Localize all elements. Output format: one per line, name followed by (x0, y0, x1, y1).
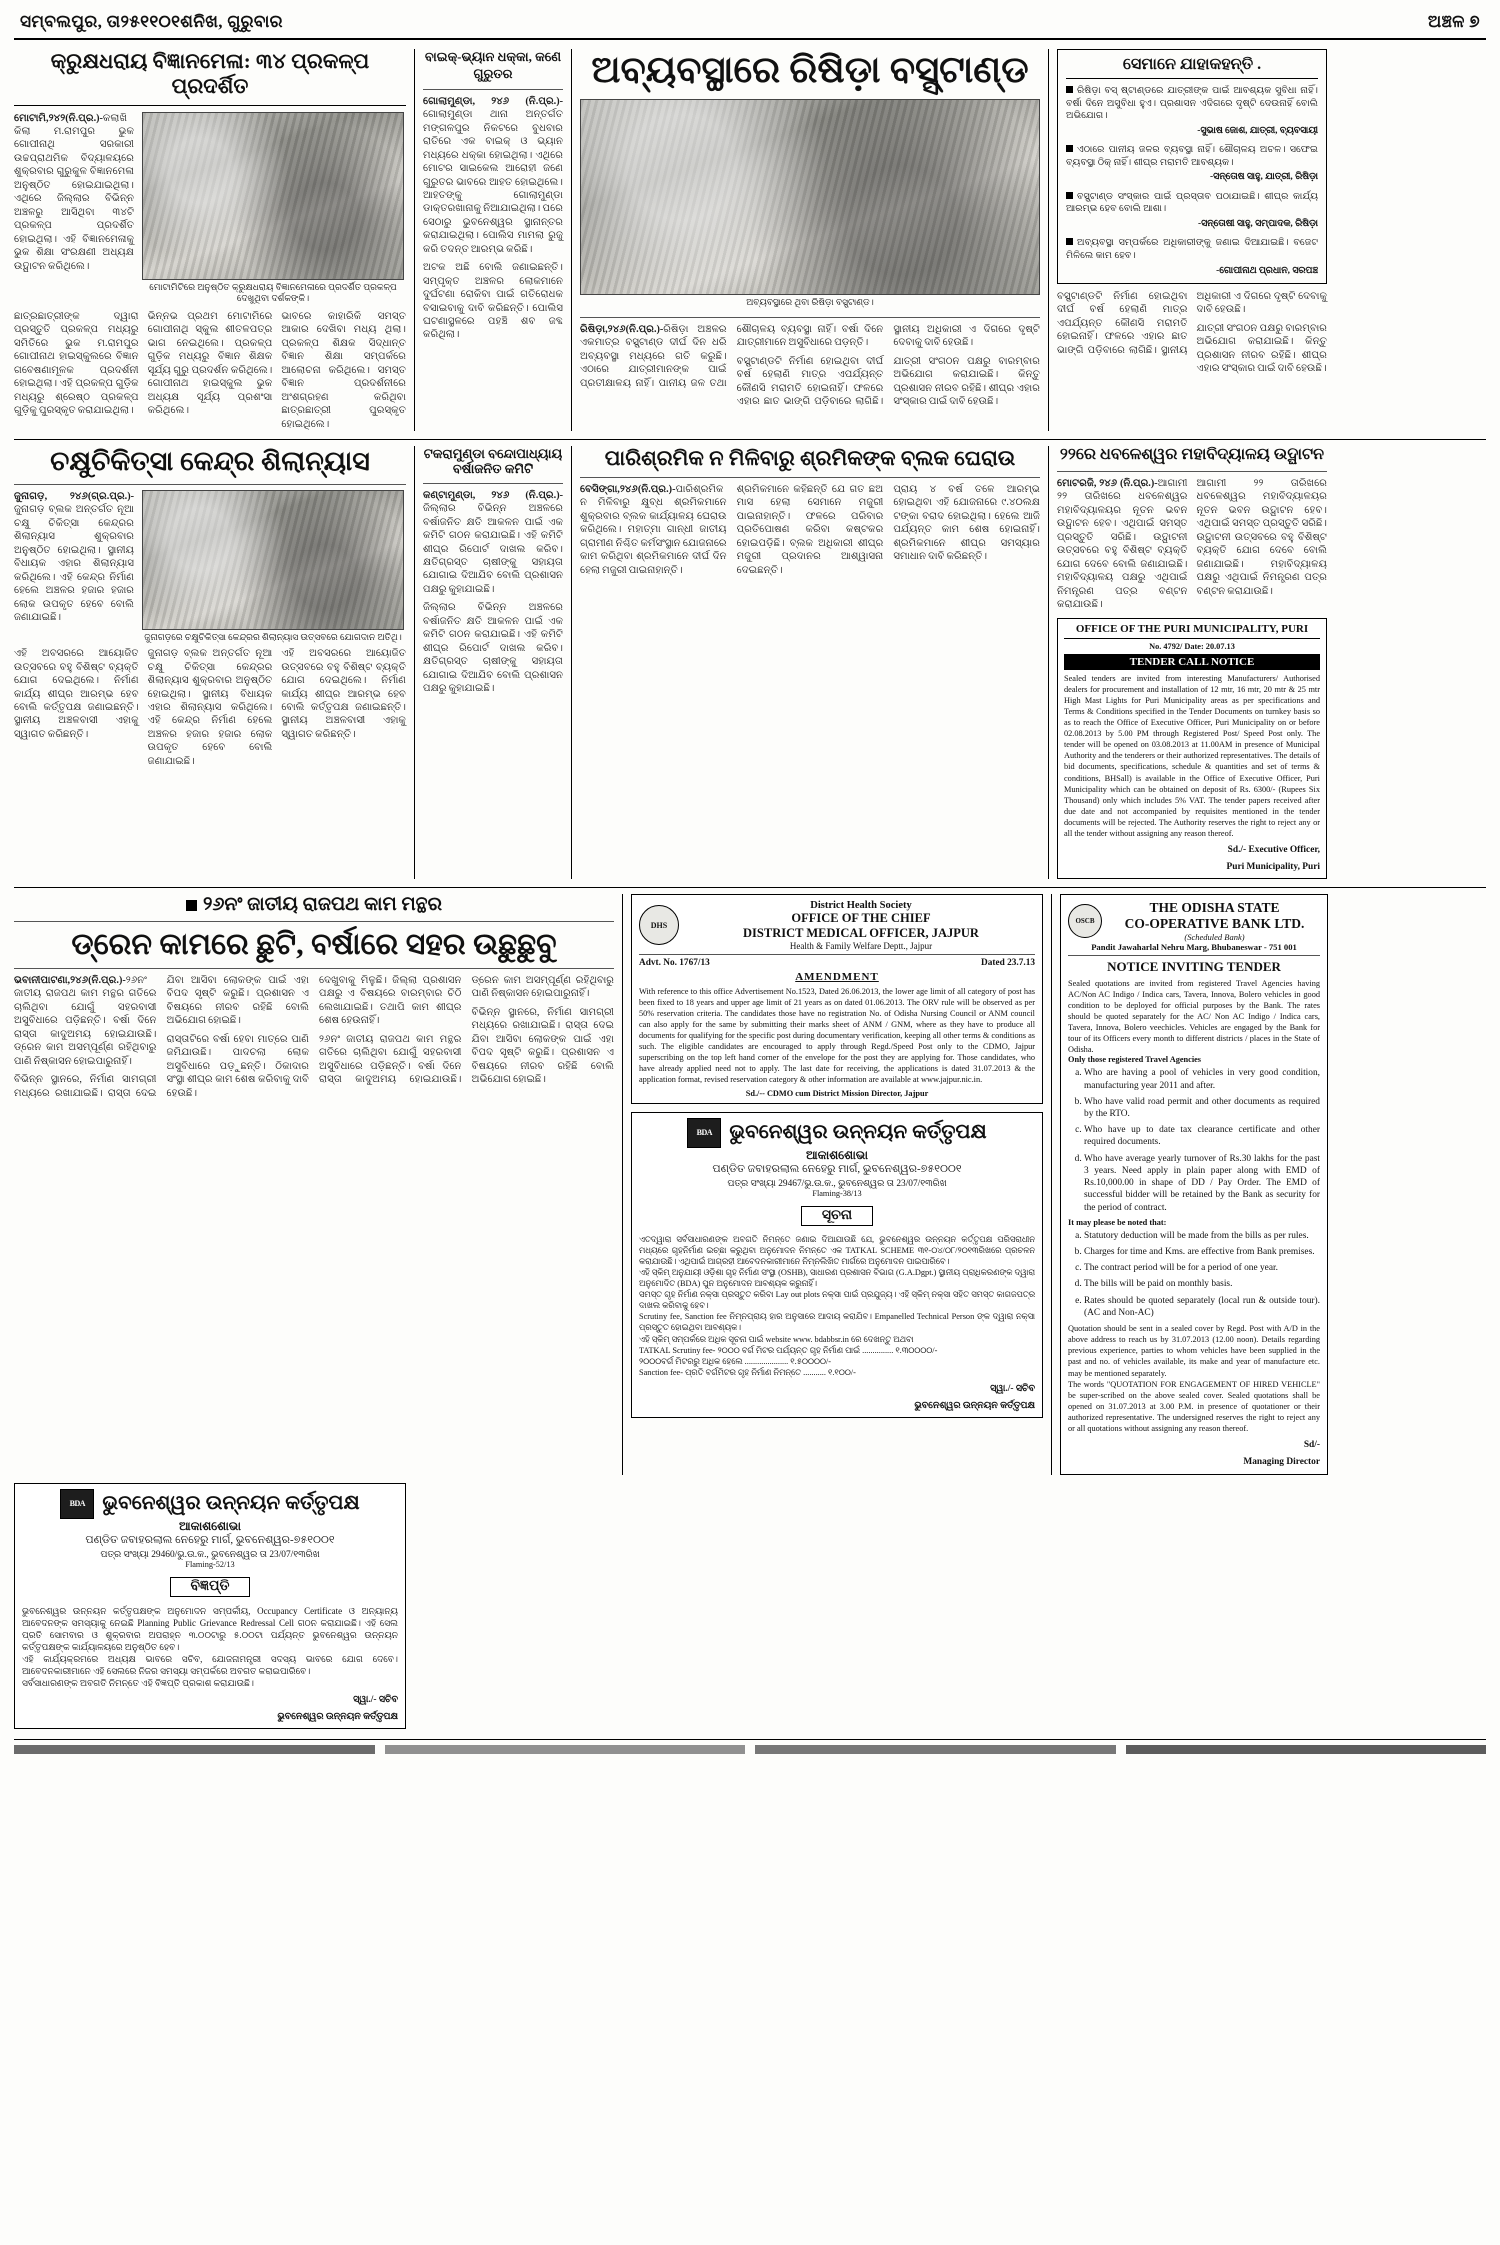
opinion-author: -ସନ୍ତୋଷ ସାହୁ, ଯାତ୍ରୀ, ରିଷିଡ଼ା (1210, 172, 1318, 183)
column-divider (1048, 446, 1049, 878)
opinion-panel (1057, 49, 1327, 431)
bank-foot2: The words "QUOTATION FOR ENGAGEMENT OF HIRED VEHICLE" be super-scribed on the above sealed cover. Sealed quotations shall be opened on 31.07.2013 at 3.00 P.M. in presence of quotationer or their authorized representative. The undersigned reserves the right to reject any or all quotations without assigning any reason thereof. (1068, 1379, 1320, 1434)
eye-hospital-headline: ଚକ୍ଷୁଚିକିତ୍ସା କେନ୍ଦ୍ର ଶିଲାନ୍ୟାସ (50, 446, 370, 477)
list-item: a. Who are having a pool of vehicles in very good condition, manufacturing year 2011 and after. (1084, 1067, 1320, 1091)
ad-odisha-bank (1060, 894, 1328, 1475)
bank-name1: THE ODISHA STATE (1149, 899, 1280, 915)
science-fair-photo (142, 112, 404, 280)
highway-dateline: ଭବାନୀପାଟଣା,୨୪୬(ନି.ପ୍ର.)- (14, 974, 126, 986)
bda-logo-icon: BDA (60, 1489, 94, 1519)
ad-district-health-society (631, 894, 1043, 1104)
list-item: c. Who have up to date tax clearance certificate and other required documents. (1084, 1124, 1320, 1148)
puri-title: OFFICE OF THE PURI MUNICIPALITY, PURI (1064, 623, 1320, 639)
opinion-item (1066, 144, 1318, 184)
bank-body: Sealed quotations are invited from registered Travel Agencies having AC/Non AC Indigo / Indica cars, Tavera, Innova, Bolero vehicles in good condition to be deployed for official purposes by the Bank. The rates should be quoted separately for the AC/ Non AC Indigo / Indica cars, Tavera, Innova, Bolero veechicles. Vehicles are engaged by the Bank for tour of its Officers every month to different districts / places in the State of Odisha. (1068, 978, 1320, 1055)
highway-c5: ୨୬ନଂ ଜାତୀୟ ରାଜପଥ କାମ ମନ୍ଥର ଗତିରେ ଚାଲିଥିବା ଯୋଗୁଁ ସହରବାସୀ ଅସୁବିଧାରେ ପଡ଼ିଛନ୍ତି। ବର୍ଷା ଦିନେ ରାସ୍ତା କାଦୁଅମୟ ହୋଇଯାଉଛି। ଡ୍ରେନ କାମ ଅସମ୍ପୂର୍ଣ୍ଣ ରହିଥିବାରୁ ପାଣି ନିଷ୍କାସନ ହୋଇପାରୁନାହିଁ। (319, 974, 614, 1086)
puri-no: No. 4792/ Date: 20.07.13 (1149, 641, 1235, 651)
science-fair-tail-left: ଭିନ୍ନଭ ପ୍ରଥମ ମୋଟାମିରେ ଗୋପୀନାଥି ସ୍କୁଲ ଶୀତଳପତ୍ର ଭାଗ ନେଇଥିଲେ। ପ୍ରକଳ୍ପ ଗୁଡ଼ିକ ମଧ୍ୟରୁ ବିଜ୍ଞାନ ଶିକ୍ଷକ ସୂର୍ଯ୍ୟ ଗୁରୁ ପ୍ରଦର୍ଶନ କରିଥିଲେ। ଗୋପୀନାଥ ହାଇସ୍କୁଲ ଭୁକ ଅଧ୍ୟକ୍ଷ ସୂର୍ଯ୍ୟ ପ୍ରଶଂସା କରିଥିଲେ। (147, 311, 273, 417)
bda1-sign2: ଭୁବନେଶ୍ୱର ଉନ୍ନୟନ କର୍ତ୍ତୃପକ୍ଷ (914, 1401, 1035, 1412)
list-item: d. The bills will be paid on monthly basis. (1084, 1278, 1320, 1290)
govt-emblem-icon: DHS (639, 905, 679, 945)
bus-stand-caption: ଅବ୍ୟବସ୍ଥାରେ ଥିବା ରିଷିଡ଼ା ବସ୍ସ୍ଟାଣ୍ଡ। (746, 296, 874, 307)
puri-sign2: Puri Municipality, Puri (1226, 862, 1320, 873)
bda1-addr: ପଣ୍ଡିତ ଜବାହରଲାଲ ନେହେରୁ ମାର୍ଗ, ଭୁବନେଶ୍ୱର-୭୫୧୦୦୧ (712, 1162, 962, 1175)
bda1-fee3: Sanction fee- ପ୍ରତି ବର୍ଗମିଟର ଗୃହ ନିର୍ମାଣ ନିମନ୍ତେ ........... ୧.୧୦୦/- (639, 1367, 856, 1377)
article-labour-protest (580, 446, 1040, 878)
column-divider (622, 894, 623, 1475)
right-rail-upper (1057, 446, 1327, 878)
labour-protest-headline: ପାରିଶ୍ରମିକ ନ ମିଳିବାରୁ ଶ୍ରମିକଙ୍କ ବ୍ଲକ ଘେରାଉ (604, 446, 1016, 471)
labour-protest-col3: ପ୍ରାୟ ୪ ବର୍ଷ ତଳେ ଆରମ୍ଭ ହୋଇଥିବା ଏହି ଯୋଜନାରେ ୯.୪୦ଲକ୍ଷ ଟଙ୍କା ବରାଦ ହୋଇଥିଲା। ହେଲେ ଆଜି ପର୍ଯ୍ୟନ୍ତ କାମ ଶେଷ ହୋଇନାହିଁ। ଶ୍ରମିକମାନେ ଶୀଘ୍ର ସମସ୍ୟାର ସମାଧାନ ଦାବି କରିଛନ୍ତି। (893, 483, 1040, 563)
puri-sign1: Sd./- Executive Officer, (1227, 845, 1320, 856)
bda-logo-icon: BDA (687, 1118, 721, 1148)
opinion-author: -ସନ୍ତୋଷୀ ସାହୁ, ସମ୍ପାଦକ, ରିଷିଡ଼ା (1198, 219, 1318, 229)
bottom-band (14, 1483, 1486, 1730)
bank-addr: Pandit Jawaharlal Nehru Marg, Bhubaneswar - 751 001 (1091, 941, 1297, 952)
opinion-extra-1: ବସ୍ସ୍ଟାଣ୍ଡଟି ନିର୍ମାଣ ହୋଇଥିବା ଦୀର୍ଘ ବର୍ଷ ହେଲାଣି ମାତ୍ର ଏପର୍ଯ୍ୟନ୍ତ କୌଣସି ମରାମତି ହୋଇନାହିଁ। ଫଳରେ ଏହାର ଛାତ ଭାଙ୍ଗି ପଡ଼ିବାରେ ଲାଗିଛି। ସ୍ଥାନୀୟ ଅଧିକାରୀ ଏ ଦିଗରେ ଦୃଷ୍ଟି ଦେବାକୁ ଦାବି ହେଉଛି। (1057, 290, 1327, 356)
article-bus-accident (423, 49, 563, 431)
ad-bda-bijnapti (14, 1483, 406, 1730)
highway-c4: ଦେଖୁବାକୁ ମିଳୁଛି। ଜିଲ୍ଲା ପ୍ରଶାସନ ପକ୍ଷରୁ ଏ ବିଷୟରେ ବାରମ୍ବାର ଚିଠି ଲେଖାଯାଇଛି। ତଥାପି କାମ ଶୀଘ୍ର ଶେଷ ହେଉନାହିଁ। (319, 974, 462, 1027)
bda1-website: ଏହି ସ୍କିମ୍ ସମ୍ପର୍କରେ ଅଧିକ ସୂଚନା ପାଇଁ website www. bdabbsr.in ରେ ଦେଖନ୍ତୁ ଅଥବା (639, 1334, 914, 1344)
bda2-body2: ଏହି କାର୍ଯ୍ୟକ୍ରମରେ ଅଧ୍ୟକ୍ଷ ଭାବରେ ସଚିବ, ଯୋଜନାମନ୍ତ୍ରୀ ସଦସ୍ୟ ଭାବରେ ଯୋଗ ଦେବେ। ଆବେଦନକାରୀମାନେ ଏହି ସେଲରେ ନିଜର ସମସ୍ୟା ସମ୍ପର୍କରେ ଅବଗତ କରାଇପାରିବେ। (22, 1653, 398, 1676)
puri-body: Sealed tenders are invited from interesting Manufacturers/ Authorised dealers for procurement and installation of 12 mtr, 16 mtr, 20 mtr & 25 mtr High Mast Lights for Puri Municipality areas as per specifications and Terms & Conditions specified in the Tender Documents on turnkey basis so as to reach the Office of Executive Officer, Puri Municipality on or before 02.08.2013 by 5.00 PM through Registered Post/ Speed Post only. The tender will be opened on 03.08.2013 at 11.00AM in presence of Municipal Authority and the tenderers or their authorized representatives. The details of bid documents, specifications, schedule & quantities and set of terms & conditions, BHSall) is available in the Office of Executive Officer, Puri Municipality which can be obtained on deposit of Rs. 6300/- (Rupees Six Thousand) only which includes 5% VAT. The tender papers received after due date and not accompanied by requisites mentioned in the tender documents will be rejected. The Authority reserves the right to reject any or all the tender without assigning any reason thereof. (1064, 673, 1320, 839)
dhs-org3: DISTRICT MEDICAL OFFICER, JAJPUR (743, 925, 979, 940)
dhs-date: Dated 23.7.13 (981, 957, 1035, 968)
science-fair-body1: କଲାଖି କିଲା ମ.ରାମପୁର ଭୁକ ଗୋପୀନାଥି ସରକାରୀ ଉଚ୍ଚପ୍ରାଥମିକ ବିଦ୍ୟାଳୟରେ ଶୁକ୍ରବାର ଗୁରୁକୁଳ ବିଜ୍ଞାନମେଳା ଅନୁଷ୍ଠିତ ହୋଇଯାଇଥିଲା। ଏଥିରେ ଜିଲ୍ଲାର ବିଭିନ୍ନ ଅଞ୍ଚଳରୁ ଆସିଥିବା ୩୪ଟି ପ୍ରକଳ୍ପ ପ୍ରଦର୍ଶିତ ହୋଇଥିଲା। ଏହି ବିଜ୍ଞାନମେଳାକୁ ଭୁକ ଶିକ୍ଷା ସଂରକ୍ଷଣୀ ଅଧ୍ୟକ୍ଷ ଉଦ୍ଘାଟନ କରିଥିଲେ। (14, 112, 134, 272)
dhs-org2: OFFICE OF THE CHIEF (791, 910, 931, 925)
bda1-fee2: ୨୦୦୦ବର୍ଗ ମିଟରରୁ ଅଧିକ ହେଲେ ..................... ୧.୫୦୦୦୦/- (639, 1356, 831, 1366)
opinion-text: ଅବ୍ୟବସ୍ଥା ସମ୍ପର୍କରେ ଅଧିକାରୀଙ୍କୁ ଜଣାଇ ଦିଆଯାଇଛି। ବଜେଟ ମିଳିଲେ କାମ ହେବ। (1066, 237, 1318, 261)
eye-hospital-body: ଜୁନାଗଡ଼ ବ୍ଲକ ଅନ୍ତର୍ଗତ ନୂଆ ଚକ୍ଷୁ ଚିକିତ୍ସା କେନ୍ଦ୍ରର ଶିଲାନ୍ୟାସ ଶୁକ୍ରବାର ଅନୁଷ୍ଠିତ ହୋଇଥିଲା। ସ୍ଥାନୀୟ ବିଧାୟକ ଏହାର ଶିଲାନ୍ୟାସ କରିଥିଲେ। ଏହି କେନ୍ଦ୍ର ନିର୍ମାଣ ହେଲେ ଅଞ୍ଚଳର ହଜାର ହଜାର ଲୋକ ଉପକୃତ ହେବେ ବୋଲି ଜଣାଯାଇଛି। (14, 504, 134, 624)
highway-c2: ବିଭିନ୍ନ ସ୍ଥାନରେ, ନିର୍ମାଣ ସାମଗ୍ରୀ ମଧ୍ୟରେ ରଖାଯାଇଛି। ରାସ୍ତା ଦେଇ ଯିବା ଆସିବା ଲୋକଙ୍କ ପାଇଁ ଏହା ବିପଦ ସୃଷ୍ଟି କରୁଛି। ପ୍ରଶାସନ ଏ ବିଷୟରେ ନୀରବ ରହିଛି ବୋଲି ଅଭିଯୋଗ ହୋଇଛି। (14, 974, 309, 1099)
third-band (14, 894, 1486, 1475)
bus-accident-body: ଗୋଲାମୁଣ୍ଡା ଥାନା ଅନ୍ତର୍ଗତ ମଙ୍ଗଳପୁର ନିକଟରେ ବୁଧବାର ରାତିରେ ଏକ ବାଇକ୍ ଓ ଭ୍ୟାନ ମଧ୍ୟରେ ଧକ୍କା ହୋଇଥିଲା। ଏଥିରେ ମୋଟର ସାଇକେଲ ଆରୋହୀ ଜଣେ ଗୁରୁତର ଭାବରେ ଆହତ ହୋଇଥିଲେ। ଆହତଙ୍କୁ ଗୋଲାମୁଣ୍ଡା ଡାକ୍ତରଖାନାକୁ ନିଆଯାଇଥିଲା। ପରେ ସେଠାରୁ ଭୁବନେଶ୍ୱର ସ୍ଥାନାନ୍ତର କରାଯାଇଥିଲା। ପୋଲିସ ମାମଲା ରୁଜୁ କରି ତଦନ୍ତ ଆରମ୍ଭ କରିଛି। (423, 109, 563, 255)
bank-sub2: It may please be noted that: (1068, 1217, 1167, 1227)
second-band (14, 446, 1486, 878)
highway-kicker-wrap (14, 894, 614, 916)
strip-block (385, 1745, 746, 1754)
masthead (14, 10, 1486, 40)
bank-name2: CO-OPERATIVE BANK LTD. (1124, 915, 1305, 931)
bda1-sub: ଆକାଶଶୋଭା (805, 1147, 868, 1162)
eye-hospital-tail3: ଏହି ଅବସରରେ ଆୟୋଜିତ ଉତ୍ସବରେ ବହୁ ବିଶିଷ୍ଟ ବ୍ୟକ୍ତି ଯୋଗ ଦେଇଥିଲେ। ନିର୍ମାଣ କାର୍ଯ୍ୟ ଶୀଘ୍ର ଆରମ୍ଭ ହେବ ବୋଲି କର୍ତ୍ତୃପକ୍ଷ ଜଣାଇଛନ୍ତି। ସ୍ଥାନୀୟ ଅଞ୍ଚଳବାସୀ ଏହାକୁ ସ୍ୱାଗତ କରିଛନ୍ତି। (281, 648, 406, 740)
column-divider (414, 446, 415, 878)
strip-block (14, 1745, 375, 1754)
oscb-logo-icon (1068, 904, 1102, 938)
masthead-section: ଅଞ୍ଚଳ ୭ (1427, 12, 1480, 31)
bottom-spacer (414, 1483, 1486, 1730)
bus-stand-dateline: ରିଷିଡ଼ା,୨୪୬(ନି.ପ୍ର.)- (580, 323, 664, 335)
bank-sign2: Managing Director (1243, 1457, 1320, 1468)
labour-protest-col1: ପାରିଶ୍ରମିକ ନ ମିଳିବାରୁ କ୍ଷୁବ୍ଧ ଶ୍ରମିକମାନେ ଶୁକ୍ରବାର ବ୍ଲକ କାର୍ଯ୍ୟାଳୟ ଘେରାଉ କରିଥିଲେ। ମହାତ୍ମା ଗାନ୍ଧୀ ଜାତୀୟ ଗ୍ରାମୀଣ ନିଶ୍ଚିତ କର୍ମସଂସ୍ଥାନ ଯୋଜନାରେ କାମ କରିଥିବା ଶ୍ରମିକମାନେ ଦୀର୍ଘ ଦିନ ହେଲା ମଜୁରୀ ପାଇନାହାନ୍ତି। (580, 483, 727, 576)
bank-foot1: Quotation should be sent in a sealed cover by Regd. Post with A/D in the above address to reach us by 31.07.2013 (12.00 noon). Details regarding previous experience, parties to whom vehicles have been supplied in the past and no. of vehicles available, its make and year of manufacture etc. may be mentioned separately. (1068, 1324, 1320, 1378)
labour-protest-col2: ଶ୍ରମିକମାନେ କହିଛନ୍ତି ଯେ ଗତ ଛଅ ମାସ ହେଲା ସେମାନେ ମଜୁରୀ ପାଇନାହାନ୍ତି। ଫଳରେ ପରିବାର ପ୍ରତିପୋଷଣ କରିବା କଷ୍ଟକର ହୋଇପଡ଼ିଛି। ବ୍ଲକ ଅଧିକାରୀ ଶୀଘ୍ର ମଜୁରୀ ପ୍ରଦାନର ଆଶ୍ୱାସନା ଦେଇଛନ୍ତି। (736, 483, 884, 576)
bda1-fee1: TATKAL Scrutiny fee- ୨୦୦୦ ବର୍ଗ ମିଟର ପର୍ଯ୍ୟନ୍ତ ଗୃହ ନିର୍ମାଣ ପାଇଁ ............... ୧.୩୦୦୦୦/- (639, 1345, 938, 1355)
list-item: d. Who have average yearly turnover of Rs.30 lakhs for the past 3 years. Need apply in plain paper along with EMD of Rs.10,000.00 in shape of DD / Pay Order. The EMD of successful bidder will be retained by the Bank as security for the period of contract. (1084, 1153, 1320, 1214)
bank-criteria-list (1084, 1067, 1320, 1213)
ad-puri-municipality (1057, 618, 1327, 879)
column-divider (571, 446, 572, 878)
bus-accident-body2: ଅଟକ ଅଛି ବୋଲି ଜଣାଇଛନ୍ତି। ସମ୍ପୃକ୍ତ ଅଞ୍ଚଳର ଲୋକମାନେ ଦୁର୍ଘଟଣା ରୋକିବା ପାଇଁ ଗତିରୋଧକ ବସାଇବାକୁ ଦାବି କରିଛନ୍ତି। ପୋଲିସ ଘଟଣାସ୍ଥଳରେ ପହଞ୍ଚି ଶବ ଜବ୍ଦ କରିଥିଲା। (423, 262, 563, 341)
bus-stand-col2: ବସ୍ସ୍ଟାଣ୍ଡଟି ନିର୍ମାଣ ହୋଇଥିବା ଦୀର୍ଘ ବର୍ଷ ହେଲାଣି ମାତ୍ର ଏପର୍ଯ୍ୟନ୍ତ କୌଣସି ମରାମତି ହୋଇନାହିଁ। ଫଳରେ ଏହାର ଛାତ ଭାଙ୍ଗି ପଡ଼ିବାରେ ଲାଗିଛି। ସ୍ଥାନୀୟ ଅଧିକାରୀ ଏ ଦିଗରେ ଦୃଷ୍ଟି ଦେବାକୁ ଦାବି ହେଉଛି। (736, 323, 1040, 408)
dhs-sign: Sd./-- CDMO cum District Mission Director, Jajpur (745, 1088, 929, 1098)
bda1-body: ଏତଦ୍ୱାରା ସର୍ବସାଧାରଣଙ୍କ ଅବଗତି ନିମନ୍ତେ ଜଣାଇ ଦିଆଯାଉଛି ଯେ, ଭୁବନେଶ୍ୱର ଉନ୍ନୟନ କର୍ତ୍ତୃପକ୍ଷ ପରିସରାଧୀନ ମଧ୍ୟରେ ଗୃହନିର୍ମାଣ ଇଚ୍ଛା କରୁଥିବା ଅନୁମୋଦନ ନିମନ୍ତେ ଏକ TATKAL SCHEME ୩୧-୦୪/୦୮/୨୦୧୩ରିଖରେ ପ୍ରଚଳନ କରାଯାଉଛି। ଏଥିପାଇଁ ଆଗ୍ରହୀ ଆବେଦନକାରୀମାନେ ନିମ୍ନଲିଖିତ ମାର୍ଗରେ ଅନୁମୋଦନ ପାଇପାରିବେ। (639, 1234, 1035, 1266)
rain-committee-dateline: କଣ୍ଟାମୁଣ୍ଡା, ୨୪୬ (ନି.ପ୍ର.)- (423, 489, 563, 501)
bda2-body3: ସର୍ବସାଧାରଣଙ୍କ ଅବଗତି ନିମନ୍ତେ ଏହି ବିଜ୍ଞପ୍ତି ପ୍ରକାଶ କରାଯାଉଛି। (22, 1677, 254, 1688)
opinion-author: -ଗୋପୀନାଥ ପ୍ରଧାନ, ସରପଞ୍ଚ (1216, 265, 1318, 276)
rain-committee-headline: ଟକରାମୁଣ୍ଡା ବନ୍ଦୋପାଧ୍ୟାୟ ବର୍ଷାଜନିତ କମିଟି (423, 446, 563, 477)
eye-hospital-tail: ଏହି ଅବସରରେ ଆୟୋଜିତ ଉତ୍ସବରେ ବହୁ ବିଶିଷ୍ଟ ବ୍ୟକ୍ତି ଯୋଗ ଦେଇଥିଲେ। ନିର୍ମାଣ କାର୍ଯ୍ୟ ଶୀଘ୍ର ଆରମ୍ଭ ହେବ ବୋଲି କର୍ତ୍ତୃପକ୍ଷ ଜଣାଇଛନ୍ତି। ସ୍ଥାନୀୟ ଅଞ୍ଚଳବାସୀ ଏହାକୁ ସ୍ୱାଗତ କରିଛନ୍ତି। (14, 648, 139, 740)
opinion-item (1066, 237, 1318, 277)
bus-accident-dateline: ଗୋଲାମୁଣ୍ଡା, ୨୪୬ (ନି.ପ୍ର.)- (423, 95, 563, 107)
article-highway (14, 894, 614, 1475)
eye-hospital-photo (142, 490, 404, 630)
dhs-body: With reference to this office Advertisement No.1523, Dated 26.06.2013, the lower age limit of all category of post has been fixed to 18 years and upper age limit of 21 years as on dated 01.06.2013. The ORV rule will be observed as per 50% reservation criteria. The candidates those have no registration No. of Odisha Nursing Council or ANM council can also apply for the same by submitting their marks sheet of ANM / GNM, where as they have to produce all documents for qualifying for the specific post during documentary verification, keeping all other terms & conditions as such. The eligible candidates are encouraged to apply through Regd./Speed Post only to the CDMO, Jajpur superscribing on the top left hand corner of the envelope for the post they are applying for. Those candidates, who have already applied need not to apply. The last date for receiving, the applications is dated 31.07.2013 & the application format, revised reservation category & other information are available at www.jajpur.nic.in. (639, 986, 1035, 1085)
bullet-square-icon (1066, 145, 1073, 152)
opinion-text: ବସ୍ସ୍ଟାଣ୍ଡ ସଂସ୍କାର ପାଇଁ ପ୍ରସ୍ତାବ ପଠାଯାଇଛି। ଶୀଘ୍ର କାର୍ଯ୍ୟ ଆରମ୍ଭ ହେବ ବୋଲି ଆଶା। (1066, 190, 1318, 215)
bda1-notice-title: ସୂଚନା (801, 1206, 873, 1226)
labour-protest-dateline: ବେସିଙ୍ଗା,୨୪୬(ନି.ପ୍ର.)- (580, 483, 676, 495)
eye-hospital-dateline: ଜୁନାଗଡ଼, ୨୪୬(ଗ୍ର.ପ୍ର.)- (14, 490, 134, 502)
opinion-text: ରିଷିଡ଼ା ବସ୍ ଷ୍ଟାଣ୍ଡରେ ଯାତ୍ରୀଙ୍କ ପାଇଁ ଆବଶ୍ୟକ ସୁବିଧା ନାହିଁ। ବର୍ଷା ଦିନେ ଅସୁବିଧା ହୁଏ। ପ୍ରଶାସନ ଏଦିଗରେ ଦୃଷ୍ଟି ଦେଉନାହିଁ ବୋଲି ଅଭିଯୋଗ। (1066, 84, 1318, 122)
science-fair-caption: ମୋଟାମିଟିରେ ଅନୁଷ୍ଠିତ କ୍ରୁକ୍ଷଧରାୟ ବିଜ୍ଞାନମେଳାରେ ପ୍ରଦର୍ଶିତ ପ୍ରକଳ୍ପ ଦେଖୁଥିବା ଦର୍ଶକଙ୍କି। (149, 281, 397, 303)
bus-accident-kicker: ବାଇକ୍-ଭ୍ୟାନ ଧକ୍କା, କଣେ ଗୁରୁତର (424, 49, 562, 81)
bus-stand-headline: ଅବ୍ୟବସ୍ଥାରେ ରିଷିଡ଼ା ବସ୍ସ୍ଟାଣ୍ଡ (591, 50, 1029, 91)
bda2-sub: ଆକାଶଶୋଭା (178, 1518, 241, 1533)
puri-subtitle: TENDER CALL NOTICE (1064, 654, 1320, 670)
article-eye-hospital (14, 446, 406, 878)
bda1-refno: ପତ୍ର ସଂଖ୍ୟା 29467/ଭୁ.ଉ.କ., ଭୁବନେଶ୍ୱର ତା 23/07/୧୩ରିଖ (727, 1178, 947, 1189)
bda2-refno: ପତ୍ର ସଂଖ୍ୟା 29460/ଭୁ.ଉ.କ., ଭୁବନେଶ୍ୱର ତା 23/07/୧୩ରିଖ (100, 1549, 320, 1560)
strip-block (755, 1745, 1116, 1754)
bus-stand-col3: ଯାତ୍ରୀ ସଂଗଠନ ପକ୍ଷରୁ ବାରମ୍ବାର ଅଭିଯୋଗ କରାଯାଇଛି। କିନ୍ତୁ ପ୍ରଶାସନ ନୀରବ ରହିଛି। ଶୀଘ୍ର ଏହାର ସଂସ୍କାର ପାଇଁ ଦାବି ହେଉଛି। (893, 355, 1040, 408)
dhs-title: AMENDMENT (795, 970, 879, 983)
science-fair-headline: କ୍ରୁକ୍ଷଧରାୟ ବିଜ୍ଞାନମେଳା: ୩୪ ପ୍ରକଳ୍ପ ପ୍ରଦର୍ଶିତ (50, 49, 370, 98)
list-item: e. Rates should be quoted separately (local run & outside tour). (AC and Non-AC) (1084, 1295, 1320, 1319)
ad-bda-sucana (631, 1112, 1043, 1419)
bullet-square-icon (1066, 192, 1073, 199)
strip-block (1126, 1745, 1487, 1754)
bullet-square-icon (1066, 238, 1073, 245)
bank-sub1: Only those registered Travel Agencies (1068, 1055, 1202, 1065)
university-body: ଆଗାମୀ ୨୨ ତାରିଖରେ ଧବଳେଶ୍ୱର ମହାବିଦ୍ୟାଳୟର ନୂତନ ଭବନ ଉଦ୍ଘାଟନ ହେବ। ଏଥିପାଇଁ ସମସ୍ତ ପ୍ରସ୍ତୁତି ସରିଛି। ଉଦ୍ଘାଟନୀ ଉତ୍ସବରେ ବହୁ ବିଶିଷ୍ଟ ବ୍ୟକ୍ତି ଯୋଗ ଦେବେ ବୋଲି ଜଣାଯାଇଛି। ମହାବିଦ୍ୟାଳୟ ପକ୍ଷରୁ ଏଥିପାଇଁ ନିମନ୍ତ୍ରଣ ପତ୍ର ବଣ୍ଟନ କରାଯାଉଛି। (1057, 477, 1188, 611)
top-section (14, 49, 1486, 431)
bda2-body1: ଭୁବନେଶ୍ୱର ଉନ୍ନୟନ କର୍ତ୍ତୃପକ୍ଷଙ୍କ ଅନୁମୋଦନ ସମ୍ପର୍କୀୟ, Occupancy Certificate ଓ ଅନ୍ୟାନ୍ୟ ଆବେଦନଙ୍କ ସମସ୍ୟାକୁ ନେଇଛି Planning Public Grievance Redressal Cell ଗଠନ କରାଯାଇଛି। ଏହି ସେଲ ପ୍ରତି ସୋମବାର ଓ ଶୁକ୍ରବାର ଅପରାହ୍ନ ୩.୦୦ଟାରୁ ୫.୦୦ଟା ପର୍ଯ୍ୟନ୍ତ ଭୁବନେଶ୍ୱର ଉନ୍ନୟନ କର୍ତ୍ତୃପକ୍ଷଙ୍କ କାର୍ଯ୍ୟାଳୟରେ ଅନୁଷ୍ଠିତ ହେବ। (22, 1605, 398, 1652)
bank-sign1: Sd/- (1303, 1440, 1320, 1451)
science-fair-tail-right: ଭାବରେ କାହାରିକି ସମସ୍ତ ଆକାର ଦେଖିବା ମଧ୍ୟ ଥିଲା। ପ୍ରକଳ୍ପ ଶିକ୍ଷକ ସିଦ୍ଧାନ୍ତ ବିଜ୍ଞାନ ଶିକ୍ଷା ସମ୍ପର୍କରେ ଆଲୋଚନା କରିଥିଲେ। ସମସ୍ତ ବିଜ୍ଞାନ ପ୍ରଦର୍ଶନୀରେ ଅଂଶଗ୍ରହଣ କରିଥିବା ଛାତ୍ରଛାତ୍ରୀ ପୁରସ୍କୃତ ହୋଇଥିଲେ। (281, 311, 406, 430)
bda1-tagline: Flaming-38/13 (812, 1188, 862, 1198)
bank-notes-list (1084, 1230, 1320, 1319)
university-dateline: ମୋଟରଜି, ୨୪୬ (ନି.ପ୍ର.)- (1057, 477, 1158, 489)
highway-headline: ଡ୍ରେନ କାମରେ ଛୁଟି, ବର୍ଷାରେ ସହର ଉଛୁଛୁବୁ (71, 927, 557, 961)
opinion-text: ଏଠାରେ ପାନୀୟ ଜଳର ବ୍ୟବସ୍ଥା ନାହିଁ। ଶୌଚାଳୟ ଅଚଳ। ସଫେଇ ବ୍ୟବସ୍ଥା ଠିକ୍ ନାହିଁ। ଶୀଘ୍ର ମରାମତି ଆବଶ୍ୟକ। (1066, 144, 1318, 168)
middle-ads (631, 894, 1043, 1475)
column-divider (1048, 49, 1049, 431)
opinion-extra-2: ଯାତ୍ରୀ ସଂଗଠନ ପକ୍ଷରୁ ବାରମ୍ବାର ଅଭିଯୋଗ କରାଯାଇଛି। କିନ୍ତୁ ପ୍ରଶାସନ ନୀରବ ରହିଛି। ଶୀଘ୍ର ଏହାର ସଂସ୍କାର ପାଇଁ ଦାବି ହେଉଛି। (1196, 322, 1327, 375)
bus-stand-col1: ରିଷିଡ଼ା ଅଞ୍ଚଳର ଏକମାତ୍ର ବସ୍ସ୍ଟାଣ୍ଡ ଦୀର୍ଘ ଦିନ ଧରି ଅବ୍ୟବସ୍ଥା ମଧ୍ୟରେ ଗତି କରୁଛି। ଏଠାରେ ଯାତ୍ରୀମାନଙ୍କ ପାଇଁ ପ୍ରତୀକ୍ଷାଳୟ ନାହିଁ। ପାନୀୟ ଜଳ ତଥା ଶୌଚାଳୟ ବ୍ୟବସ୍ଥା ନାହିଁ। ବର୍ଷା ଦିନେ ଯାତ୍ରୀମାନେ ଅସୁବିଧାରେ ପଡ଼ନ୍ତି। (580, 323, 884, 389)
article-rain-committee (423, 446, 563, 878)
dhs-org1: District Health Society (810, 899, 912, 911)
highway-kicker: ୨୬ନଂ ଜାତୀୟ ରାଜପଥ କାମ ମନ୍ଥର (203, 893, 442, 915)
article-science-fair (14, 49, 406, 431)
eye-hospital-caption: ଜୁନାଗଡ଼ରେ ଚକ୍ଷୁଚିକିତ୍ସା କେନ୍ଦ୍ରର ଶିଲାନ୍ୟାସ ଉତ୍ସବରେ ଯୋଗଦାନ ଅତିଥି। (144, 631, 402, 642)
bda2-tagline: Flaming-52/13 (185, 1559, 235, 1569)
bank-title: NOTICE INVITING TENDER (1107, 958, 1281, 974)
dhs-advt-no: Advt. No. 1767/13 (639, 957, 710, 968)
highway-c1: ୨୬ନଂ ଜାତୀୟ ରାଜପଥ କାମ ମନ୍ଥର ଗତିରେ ଚାଲିଥିବା ଯୋଗୁଁ ସହରବାସୀ ଅସୁବିଧାରେ ପଡ଼ିଛନ୍ତି। ବର୍ଷା ଦିନେ ରାସ୍ତା କାଦୁଅମୟ ହୋଇଯାଉଛି। ଡ୍ରେନ କାମ ଅସମ୍ପୂର୍ଣ୍ଣ ରହିଥିବାରୁ ପାଣି ନିଷ୍କାସନ ହୋଇପାରୁନାହିଁ। (14, 974, 157, 1067)
eye-hospital-tail2: ଜୁନାଗଡ଼ ବ୍ଲକ ଅନ୍ତର୍ଗତ ନୂଆ ଚକ୍ଷୁ ଚିକିତ୍ସା କେନ୍ଦ୍ରର ଶିଲାନ୍ୟାସ ଶୁକ୍ରବାର ଅନୁଷ୍ଠିତ ହୋଇଥିଲା। ସ୍ଥାନୀୟ ବିଧାୟକ ଏହାର ଶିଲାନ୍ୟାସ କରିଥିଲେ। ଏହି କେନ୍ଦ୍ର ନିର୍ମାଣ ହେଲେ ଅଞ୍ଚଳର ହଜାର ହଜାର ଲୋକ ଉପକୃତ ହେବେ ବୋଲି ଜଣାଯାଇଛି। (147, 648, 273, 767)
masthead-date: ସମ୍ବଲପୁର, ତା୨୫୧୧୦୧ଶନିଖ, ଗୁରୁବାର (20, 12, 283, 31)
bda2-sign2: ଭୁବନେଶ୍ୱର ଉନ୍ନୟନ କର୍ତ୍ତୃପକ୍ଷ (277, 1712, 398, 1723)
bda2-title: ଭୁବନେଶ୍ୱର ଉନ୍ନୟନ କର୍ତ୍ତୃପକ୍ଷ (102, 1492, 360, 1515)
opinion-author: -ସୁଭାଷ ଜୋଶ, ଯାତ୍ରୀ, ବ୍ୟବସାୟୀ (1197, 125, 1318, 136)
oscb-logo-text: OSCB (1075, 916, 1095, 925)
print-registration-strip (14, 1739, 1486, 1754)
article-bus-stand (580, 49, 1040, 431)
bda1-title: ଭୁବନେଶ୍ୱର ଉନ୍ନୟନ କର୍ତ୍ତୃପକ୍ଷ (729, 1121, 987, 1144)
highway-c3: ରାସ୍ତାଟିରେ ବର୍ଷା ହେବା ମାତ୍ରେ ପାଣି ଜମିଯାଉଛି। ପାଦଚଲା ଲୋକ ଅସୁବିଧାରେ ପଡ଼ୁଛନ୍ତି। ଠିକାଦାର ସଂସ୍ଥା ଶୀଘ୍ର କାମ ଶେଷ କରିବାକୁ ଦାବି ହେଉଛି। (166, 1033, 309, 1099)
science-fair-dateline: ମୋଟାମି,୨୪୨(ନି.ପ୍ର.)- (14, 112, 103, 124)
column-divider (1051, 894, 1052, 1475)
rain-committee-body2: ଜିଲ୍ଲାର ବିଭିନ୍ନ ଅଞ୍ଚଳରେ ବର୍ଷାଜନିତ କ୍ଷତି ଆକଳନ ପାଇଁ ଏକ କମିଟି ଗଠନ କରାଯାଇଛି। ଏହି କମିଟି ଶୀଘ୍ର ରିପୋର୍ଟ ଦାଖଲ କରିବ। କ୍ଷତିଗ୍ରସ୍ତ ଚାଷୀଙ୍କୁ ସହାୟତା ଯୋଗାଇ ଦିଆଯିବ ବୋଲି ପ୍ରଶାସନ ପକ୍ଷରୁ କୁହାଯାଇଛି। (423, 602, 563, 695)
university-headline: ୨୨ରେ ଧବଳେଶ୍ୱର ମହାବିଦ୍ୟାଳୟ ଉଦ୍ଘାଟନ (1059, 446, 1325, 464)
bda1-sign1: ସ୍ୱା./- ସଚିବ (990, 1384, 1035, 1394)
list-item: a. Statutory deduction will be made from the bills as per rules. (1084, 1230, 1320, 1242)
bda2-notice-title: ବିଜ୍ଞପ୍ତି (170, 1577, 251, 1597)
bullet-square-icon (1066, 86, 1073, 93)
column-divider (414, 49, 415, 431)
list-item: b. Charges for time and Kms. are effective from Bank premises. (1084, 1246, 1320, 1258)
bda1-line-1: ଏହି ସ୍କିମ୍ ଅନୁଯାୟୀ ଓଡ଼ିଶା ଗୃହ ନିର୍ମାଣ ସଂସ୍ଥା (OSHB), ସାଧାରଣ ପ୍ରଶାସନ ବିଭାଗ (G.A.Dgpt.) ସ୍ଥାନୀୟ ପ୍ରାଧିକରଣଙ୍କ ଦ୍ୱାରା ଅନୁମୋଦିତ (BDA) ପୁନ ଅନୁମୋଦନ ଆବଶ୍ୟକ କରୁନାହିଁ। (639, 1267, 1035, 1289)
highway-c6: ବିଭିନ୍ନ ସ୍ଥାନରେ, ନିର୍ମାଣ ସାମଗ୍ରୀ ମଧ୍ୟରେ ରଖାଯାଇଛି। ରାସ୍ତା ଦେଇ ଯିବା ଆସିବା ଲୋକଙ୍କ ପାଇଁ ଏହା ବିପଦ ସୃଷ୍ଟି କରୁଛି। ପ୍ରଶାସନ ଏ ବିଷୟରେ ନୀରବ ରହିଛି ବୋଲି ଅଭିଯୋଗ ହୋଇଛି। (471, 1006, 614, 1086)
article-university (1057, 446, 1327, 611)
opinion-item (1066, 191, 1318, 231)
bus-stand-photo (580, 99, 1040, 295)
opinion-title: ସେମାନେ ଯାହାକହନ୍ତି . (1066, 56, 1318, 79)
list-item: c. The contract period will be for a period of one year. (1084, 1262, 1320, 1274)
square-marker-icon (186, 900, 197, 911)
column-divider (571, 49, 572, 431)
bda2-sign1: ସ୍ୱା./- ସଚିବ (353, 1694, 398, 1705)
science-fair-body2: ଛାତ୍ରଛାତ୍ରୀଙ୍କ ଦ୍ୱାରା ପ୍ରସ୍ତୁତି ପ୍ରକଳ୍ପ ମଧ୍ୟରୁ ସମିତିରେ ଭୁକ ମ.ରାମପୁର ଗୋପୀନାଥ ହାଇସ୍କୁଲରେ ବିଜ୍ଞାନ ଗବେଷଣାମୂଳକ ପ୍ରଦର୍ଶନୀ ହୋଇଥିଲା। ଏହି ପ୍ରକଳ୍ପ ଗୁଡ଼ିକ ମଧ୍ୟରୁ ଶ୍ରେଷ୍ଠ ପ୍ରକଳ୍ପ ଗୁଡ଼ିକୁ ପୁରସ୍କୃତ କରାଯାଇଥିଲା। (14, 311, 139, 417)
university-body2: ଆଗାମୀ ୨୨ ତାରିଖରେ ଧବଳେଶ୍ୱର ମହାବିଦ୍ୟାଳୟର ନୂତନ ଭବନ ଉଦ୍ଘାଟନ ହେବ। ଏଥିପାଇଁ ସମସ୍ତ ପ୍ରସ୍ତୁତି ସରିଛି। ଉଦ୍ଘାଟନୀ ଉତ୍ସବରେ ବହୁ ବିଶିଷ୍ଟ ବ୍ୟକ୍ତି ଯୋଗ ଦେବେ ବୋଲି ଜଣାଯାଇଛି। ମହାବିଦ୍ୟାଳୟ ପକ୍ଷରୁ ଏଥିପାଇଁ ନିମନ୍ତ୍ରଣ ପତ୍ର ବଣ୍ଟନ କରାଯାଉଛି। (1196, 477, 1327, 597)
dhs-org4: Health & Family Welfare Deptt., Jajpur (789, 940, 933, 951)
opinion-item (1066, 85, 1318, 137)
list-item: b. Who have valid road permit and other documents as required by the RTO. (1084, 1096, 1320, 1120)
bda1-line-3: Scrutiny fee, Sanction fee ନିମ୍ନପ୍ରାୟ ହାର ଅନୁସାରେ ଆଦାୟ କରାଯିବ। Empanelled Technical Person ଙ୍କ ଦ୍ୱାରା ନକ୍ସା ପ୍ରସ୍ତୁତ ହୋଇଥିବା ଆବଶ୍ୟକ। (639, 1312, 1035, 1333)
rain-committee-body: ଜିଲ୍ଲାର ବିଭିନ୍ନ ଅଞ୍ଚଳରେ ବର୍ଷାଜନିତ କ୍ଷତି ଆକଳନ ପାଇଁ ଏକ କମିଟି ଗଠନ କରାଯାଇଛି। ଏହି କମିଟି ଶୀଘ୍ର ରିପୋର୍ଟ ଦାଖଲ କରିବ। କ୍ଷତିଗ୍ରସ୍ତ ଚାଷୀଙ୍କୁ ସହାୟତା ଯୋଗାଇ ଦିଆଯିବ ବୋଲି ପ୍ରଶାସନ ପକ୍ଷରୁ କୁହାଯାଇଛି। (423, 503, 563, 595)
bank-name3: (Scheduled Bank) (1184, 931, 1245, 942)
bda1-line-2: ସମସ୍ତ ଗୃହ ନିର୍ମାଣ ନକ୍ସା ପ୍ରସ୍ତୁତ କରିବା Lay out plots ନକ୍ସା ପାଇଁ ପ୍ରଯୁଜ୍ୟ। ଏହି ସ୍କିମ୍ ନକ୍ସା ସହିତ ସମସ୍ତ କାଗଜପତ୍ର ଦାଖଲ କରିବାକୁ ହେବ। (639, 1290, 1035, 1311)
bda2-addr: ପଣ୍ଡିତ ଜବାହରଲାଲ ନେହେରୁ ମାର୍ଗ, ଭୁବନେଶ୍ୱର-୭୫୧୦୦୧ (85, 1533, 335, 1546)
